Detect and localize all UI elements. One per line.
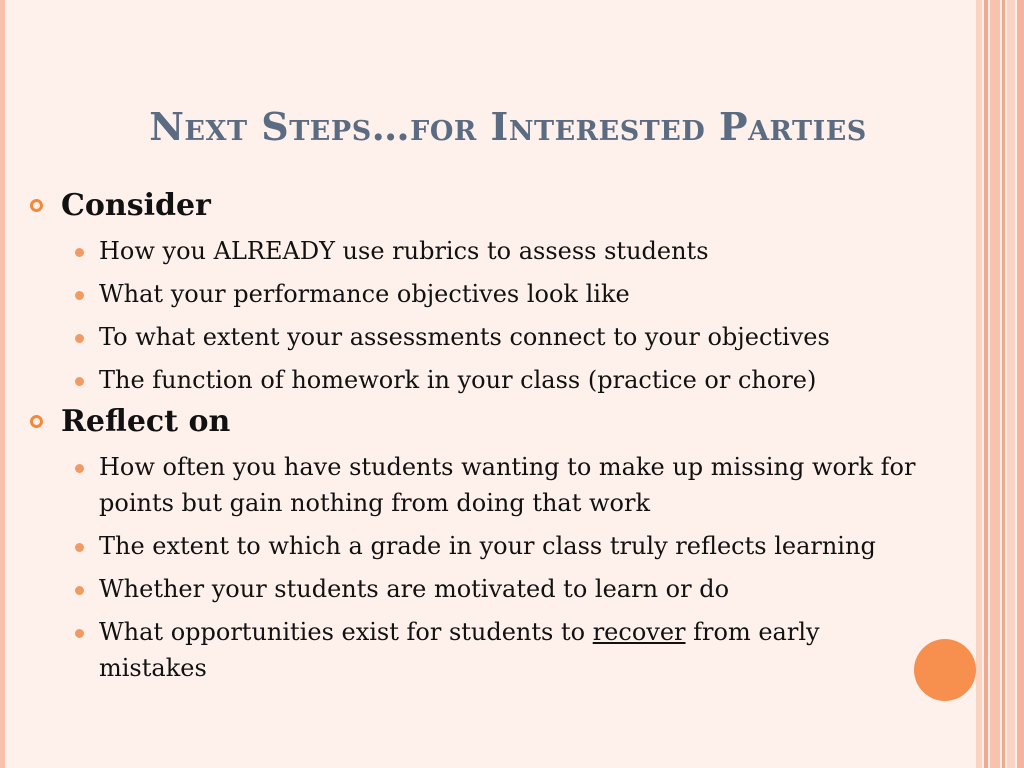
- list-item-text: How often you have students wanting to make up missing work for points but gain nothing from doing that work: [99, 453, 916, 517]
- underlined-word: recover: [592, 618, 686, 646]
- consider-list: [30, 233, 930, 398]
- list-item-text: The function of homework in your class (practice or chore): [99, 366, 817, 394]
- dot-bullet-icon: [75, 629, 84, 638]
- section-heading: Consider: [61, 188, 211, 223]
- dot-bullet-icon: [75, 464, 84, 473]
- list-item: [30, 362, 930, 398]
- ring-bullet-icon: [30, 415, 43, 428]
- list-item: [30, 528, 930, 564]
- dot-bullet-icon: [75, 291, 84, 300]
- ring-bullet-icon: [30, 199, 43, 212]
- list-item: [30, 319, 930, 355]
- section-heading: Reflect on: [61, 404, 231, 439]
- slide-content: [30, 184, 930, 686]
- list-item-text: What your performance objectives look like: [99, 280, 630, 308]
- dot-bullet-icon: [75, 248, 84, 257]
- list-item: [30, 614, 930, 686]
- reflect-list: [30, 449, 930, 686]
- list-item: [30, 571, 930, 607]
- list-item: [30, 449, 930, 521]
- list-item-text: The extent to which a grade in your class truly reflects learning: [99, 532, 876, 560]
- dot-bullet-icon: [75, 334, 84, 343]
- list-item-text: To what extent your assessments connect to your objectives: [99, 323, 830, 351]
- dot-bullet-icon: [75, 377, 84, 386]
- list-item-text: [99, 618, 820, 682]
- section-consider: [30, 184, 930, 228]
- section-reflect-on: [30, 400, 930, 444]
- list-item: [30, 276, 930, 312]
- list-item: [30, 233, 930, 269]
- list-item-text: How you ALREADY use rubrics to assess students: [99, 237, 709, 265]
- stripe: [1017, 0, 1024, 768]
- list-item-text: Whether your students are motivated to learn or do: [99, 575, 730, 603]
- text-after: from early mistakes: [99, 618, 820, 682]
- slide-title: Next Steps…for Interested Parties: [149, 104, 867, 149]
- dot-bullet-icon: [75, 543, 84, 552]
- text-before: What opportunities exist for students to: [99, 618, 593, 646]
- dot-bullet-icon: [75, 586, 84, 595]
